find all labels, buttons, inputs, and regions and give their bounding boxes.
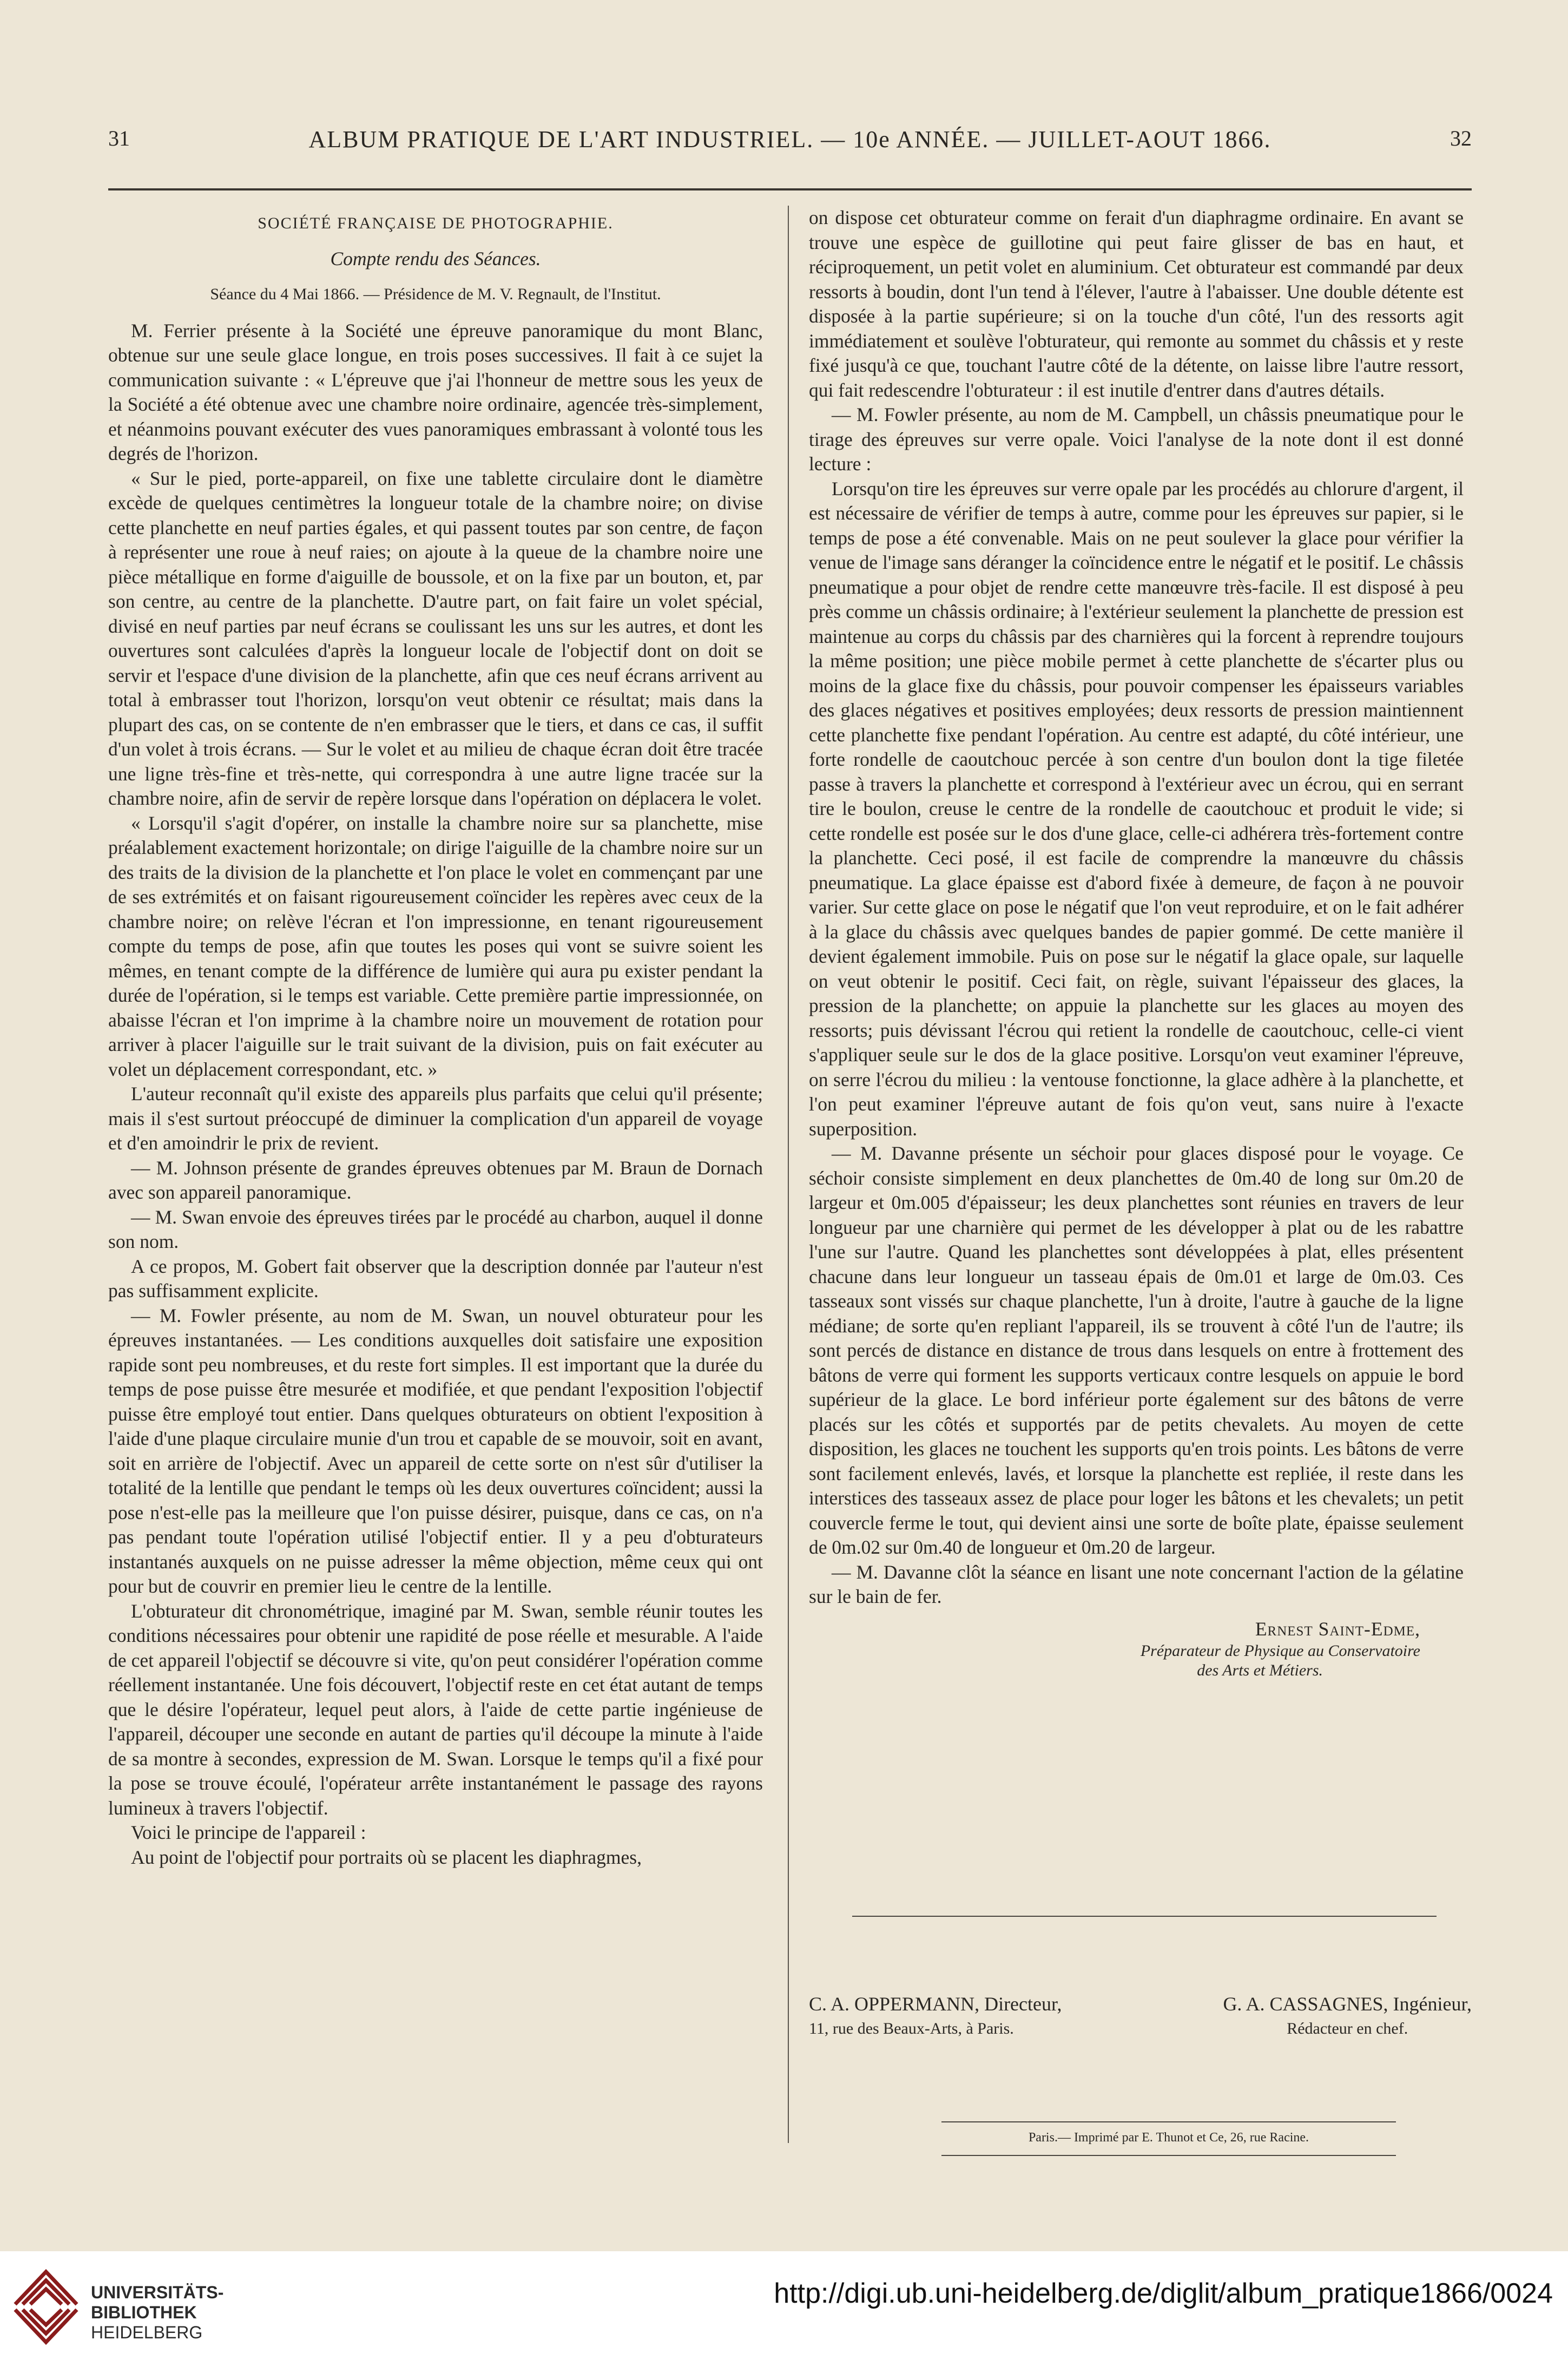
paragraph: Au point de l'objectif pour portraits où se placent les diaphragmes, xyxy=(131,1846,642,1868)
library-footer xyxy=(0,2251,1568,2373)
engineer-name: G. A. CASSAGNES, Ingénieur, xyxy=(1223,1993,1472,2015)
library-name xyxy=(91,2283,223,2343)
credits-rule xyxy=(852,1916,1437,1917)
paragraph: « Sur le pied, porte-appareil, on fixe une tablette circulaire dont le diamètre excède de quelques centimètres la longueur totale de la chambre noire; on divise cette planchette en neuf parties égales, et qui passent toutes par son centre, de façon à représenter une roue à neuf raies; on ajoute à la queue de la chambre noire une pièce métallique en forme d'aiguille de boussole, et on la fixe par un bouton, et, par son centre, au centre de la planchette. D'autre part, on fait faire un volet spécial, divisé en neuf parties par neuf écrans se coulissant les uns sur les autres, et dont les ouvertures sont calculées d'après la longueur locale de l'objectif dont on doit se servir et l'espace d'une division de la planchette, afin que ces neuf écrans arrivent au total à embrasser tout l'horizon, lorsqu'on veut obtenir ce résultat; mais dans la plupart des cas, on se contente de n'en embrasser que le tiers, et dans ce cas, il suffit d'un volet à trois écrans. — Sur le volet et au milieu de chaque écran doit être tracée une ligne très-fine et très-nette, qui correspondra à une autre ligne tracée sur la chambre noire, afin de servir de repère lorsque dans l'opération on déplacera le volet. xyxy=(108,467,763,809)
signature-name: Ernest Saint-Edme, xyxy=(1255,1618,1420,1640)
running-header xyxy=(108,126,1472,158)
page-number-right: 32 xyxy=(1450,126,1472,150)
library-name-line: BIBLIOTHEK xyxy=(91,2303,197,2322)
director-name: C. A. OPPERMANN, Directeur, xyxy=(809,1993,1062,2015)
paragraph: Lorsqu'on tire les épreuves sur verre opale par les procédés au chlorure d'argent, il est nécessaire de vérifier de temps à autre, comme pour les épreuves sur papier, si le temps de pose a été convenable. Mais on ne peut soulever la glace pour vérifier la venue de l'image sans déranger la coïncidence entre le négatif et le positif. Le châssis pneumatique a pour objet de rendre cette manœuvre très-facile. Il est disposé à peu près comme un châssis ordinaire; à l'extérieur seulement la planchette de pression est maintenue au corps du châssis par des charnières qui la forcent à reprendre toujours la même position; une pièce mobile permet à cette planchette de s'écarter plus ou moins de la glace fixe du châssis, pour pouvoir compenser les épaisseurs variables des glaces négatives et positives employées; deux ressorts de pression maintiennent cette planchette fixe pendant l'opération. Au centre est adapté, du côté intérieur, une forte rondelle de caoutchouc percée à son centre d'un boulon dont la tige filetée passe à travers la planchette et correspond à l'extérieur avec un écrou, qui en serrant tire le boulon, creuse le centre de la rondelle de caoutchouc et produit le vide; si cette rondelle est posée sur le dos d'une glace, celle-ci adhérera très-fortement contre la planchette. Ceci posé, il est facile de comprendre la manœuvre du châssis pneumatique. La glace épaisse est d'abord fixée à demeure, de façon à ne pouvoir varier. Sur cette glace on pose le négatif que l'on veut reproduire, et on le fait adhérer à la glace du châssis avec quelques bandes de papier gommé. De cette manière il devient également immobile. Puis on pose sur le négatif la glace opale, sur laquelle on veut obtenir le positif. Ceci fait, on règle, suivant l'épaisseur des glaces, la pression de la planchette; on appuie la planchette sur les glaces au moyen des ressorts; puis dévissant l'écrou qui retient la rondelle de caoutchouc, celle-ci vient s'appliquer seule sur le dos de la glace positive. Lorsqu'on veut examiner l'épreuve, on serre l'écrou du milieu : la ventouse fonctionne, la glace adhère à la planchette, et l'on peut examiner l'épreuve autant de fois qu'on veut, sans nuire à l'exacte superposition. xyxy=(809,477,1464,1140)
paragraph: — M. Swan envoie des épreuves tirées par le procédé au charbon, auquel il donne son nom. xyxy=(108,1206,763,1252)
header-rule xyxy=(108,188,1472,190)
paragraph: Voici le principe de l'appareil : xyxy=(131,1822,366,1843)
page-number-left: 31 xyxy=(108,126,130,150)
paragraph: M. Ferrier présente à la Société une épreuve panoramique du mont Blanc, obtenue sur une seule glace longue, en trois poses successives. Il fait à ce sujet la communication suivante : « L'épreuve que j'ai l'honneur de mettre sous les yeux de la Société a été obtenue avec une chambre noire ordinaire, agencée très-simplement, et néanmoins pouvant exécuter des vues panoramiques embrassant à volonté tous les degrés de l'horizon. xyxy=(108,319,763,464)
engineer-credit xyxy=(1223,1991,1472,2041)
journal-title: ALBUM PRATIQUE DE L'ART INDUSTRIEL. — 10e ANNÉE. — JUILLET-AOUT 1866. xyxy=(308,126,1271,153)
session-line: Séance du 4 Mai 1866. — Présidence de M. V. Regnault, de l'Institut. xyxy=(210,285,661,303)
source-url-link[interactable]: http://digi.ub.uni-heidelberg.de/diglit/album_pratique1866/0024 xyxy=(774,2278,1553,2309)
engineer-role: Rédacteur en chef. xyxy=(1287,2020,1408,2037)
paragraph: « Lorsqu'il s'agit d'opérer, on installe la chambre noire sur sa planchette, mise préalablement exactement horizontale; on dirige l'aiguille de la chambre noire sur un des traits de la division de la planchette et l'on place le volet en commençant par une de ses extrémités et on faisant rigoureusement coïncider les repères avec ceux de la chambre noire; on relève l'écran et l'on impressionne, en tenant rigoureusement compte du temps de pose, afin que toutes les poses qui vont se suivre soient les mêmes, en tenant compte de la différence de lumière qui aura pu exister pendant la durée de l'opération, si le temps est variable. Cette première partie impressionnée, on abaisse l'écran et l'on imprime à la chambre noire un mouvement de rotation pour arriver à placer l'aiguille sur le trait suivant de la division, puis on fait exécuter au volet un déplacement correspondant, etc. » xyxy=(108,812,763,1080)
section-subtitle: Compte rendu des Séances. xyxy=(330,247,541,269)
paragraph: — M. Johnson présente de grandes épreuves obtenues par M. Braun de Dornach avec son appareil panoramique. xyxy=(108,1156,763,1203)
signature-role: Préparateur de Physique au Conservatoire xyxy=(1140,1642,1420,1660)
paragraph: — M. Davanne présente un séchoir pour glaces disposé pour le voyage. Ce séchoir consiste simplement en deux planchettes de 0m.40 de long sur 0m.20 de largeur et 0m.005 d'épaisseur; les deux planchettes sont réunies en travers de leur longueur par une charnière qui permet de les développer à plat ou de les rabattre l'une sur l'autre. Quand les planchettes sont développées à plat, elles présentent chacune dans leur longueur un tasseau épais de 0m.01 et large de 0m.03. Ces tasseaux sont vissés sur chaque planchette, l'un à droite, l'autre à gauche de la ligne médiane; de sorte qu'en repliant l'appareil, ils se trouvent à côté l'un de l'autre; ils sont percés de distance en distance de trous dans lesquels on entre à frottement des bâtons de verre qui forment les supports verticaux contre lesquels on appuie le bord supérieur de la glace. Le bord inférieur porte également sur des bâtons de verre placés sur les côtés et supportés par de petits chevalets. Au moyen de cette disposition, les glaces ne touchent les supports qu'en trois points. Les bâtons de verre sont facilement enlevés, lavés, et lorsque la planchette est repliée, il reste dans les interstices des tasseaux assez de place pour loger les bâtons et les chevalets; un petit couvercle ferme le tout, qui devient ainsi une sorte de boîte plate, épaisse seulement de 0m.02 sur 0m.40 de longueur et 0m.20 de largeur. xyxy=(809,1142,1464,1558)
right-column xyxy=(809,206,1464,1680)
paragraph: A ce propos, M. Gobert fait observer que la description donnée par l'auteur n'est pas suffisamment explicite. xyxy=(108,1255,763,1301)
library-name-line: HEIDELBERG xyxy=(91,2323,203,2342)
printer-imprint: Paris.— Imprimé par E. Thunot et Ce, 26, rue Racine. xyxy=(941,2121,1396,2156)
paragraph: — M. Fowler présente, au nom de M. Swan, un nouvel obturateur pour les épreuves instantanées. — Les conditions auxquelles doit satisfaire une exposition rapide sont peu nombreuses, et du reste fort simples. Il est important que la durée du temps de pose puisse être mesurée et modifiée, et que pendant l'exposition l'objectif puisse être employé tout entier. Dans quelques obturateurs on obtient l'exposition à l'aide d'une plaque circulaire munie d'un trou et capable de se mouvoir, soit en avant, soit en arrière de l'objectif. Avec un appareil de cette sorte on n'est sûr d'utiliser la totalité de la lentille que pendant le temps où les deux ouvertures coïncident; aussi la pose n'est-elle pas la meilleure que l'on puisse désirer, puisque, dans ce cas, on n'a pas pendant toute l'opération utilisé l'objectif entier. Il y a peu d'obturateurs instantanés auxquels on ne puisse adresser la même objection, même ceux qui ont pour but de couvrir en premier lieu le centre de la lentille. xyxy=(108,1304,763,1597)
left-column xyxy=(108,206,763,1870)
library-name-line: UNIVERSITÄTS- xyxy=(91,2283,224,2302)
paragraph: — M. Davanne clôt la séance en lisant une note concernant l'action de la gélatine sur le bain de fer. xyxy=(809,1561,1464,1607)
paragraph: on dispose cet obturateur comme on ferait d'un diaphragme ordinaire. En avant se trouve une espèce de guillotine qui peut faire glisser de bas en haut, et réciproquement, un petit volet en aluminium. Cet obturateur est commandé par deux ressorts à boudin, dont l'un tend à l'élever, l'autre à l'abaisser. Une double détente est disposée à la partie supérieure; si on la touche d'un côté, l'un des ressorts agit immédiatement et soulève l'obturateur, qui remonte au sommet du châssis et y reste fixé jusqu'à ce que, touchant l'autre côté de la détente, on laisse libre l'autre ressort, qui fait redescendre l'obturateur : il est inutile d'entrer dans d'autres détails. xyxy=(809,207,1464,401)
paragraph: L'auteur reconnaît qu'il existe des appareils plus parfaits que celui qu'il présente; mais il s'est surtout préoccupé de diminuer la complication d'un appareil de voyage et d'en amoindrir le prix de revient. xyxy=(108,1083,763,1154)
section-title: SOCIÉTÉ FRANÇAISE DE PHOTOGRAPHIE. xyxy=(258,214,614,232)
signature-block xyxy=(809,1617,1464,1681)
signature-role-2: des Arts et Métiers. xyxy=(1197,1661,1323,1679)
column-separator xyxy=(788,206,789,2143)
paragraph: L'obturateur dit chronométrique, imaginé par M. Swan, semble réunir toutes les conditions nécessaires pour obtenir une rapidité de pose réelle et mesurable. A l'aide de cet appareil l'objectif se découvre si vite, qu'on peut considérer l'opération comme réellement instantanée. Une fois découvert, l'objectif reste en cet état autant de temps que le désire l'opérateur, lequel peut alors, à l'aide de cette partie ingénieuse de l'appareil, découper une seconde en autant de parties qu'il découpe la minute à l'aide de sa montre à secondes, expression de M. Swan. Lorsque le temps qu'il a fixé pour la pose se trouve écoulé, l'opérateur arrête instantanément le passage des rayons lumineux à travers l'objectif. xyxy=(108,1600,763,1819)
director-credit xyxy=(809,1991,1062,2041)
university-library-logo-icon xyxy=(11,2266,81,2348)
paragraph: — M. Fowler présente, au nom de M. Campbell, un châssis pneumatique pour le tirage des épreuves sur verre opale. Voici l'analyse de la note dont il est donné lecture : xyxy=(809,404,1464,475)
director-address: 11, rue des Beaux-Arts, à Paris. xyxy=(809,2020,1014,2037)
